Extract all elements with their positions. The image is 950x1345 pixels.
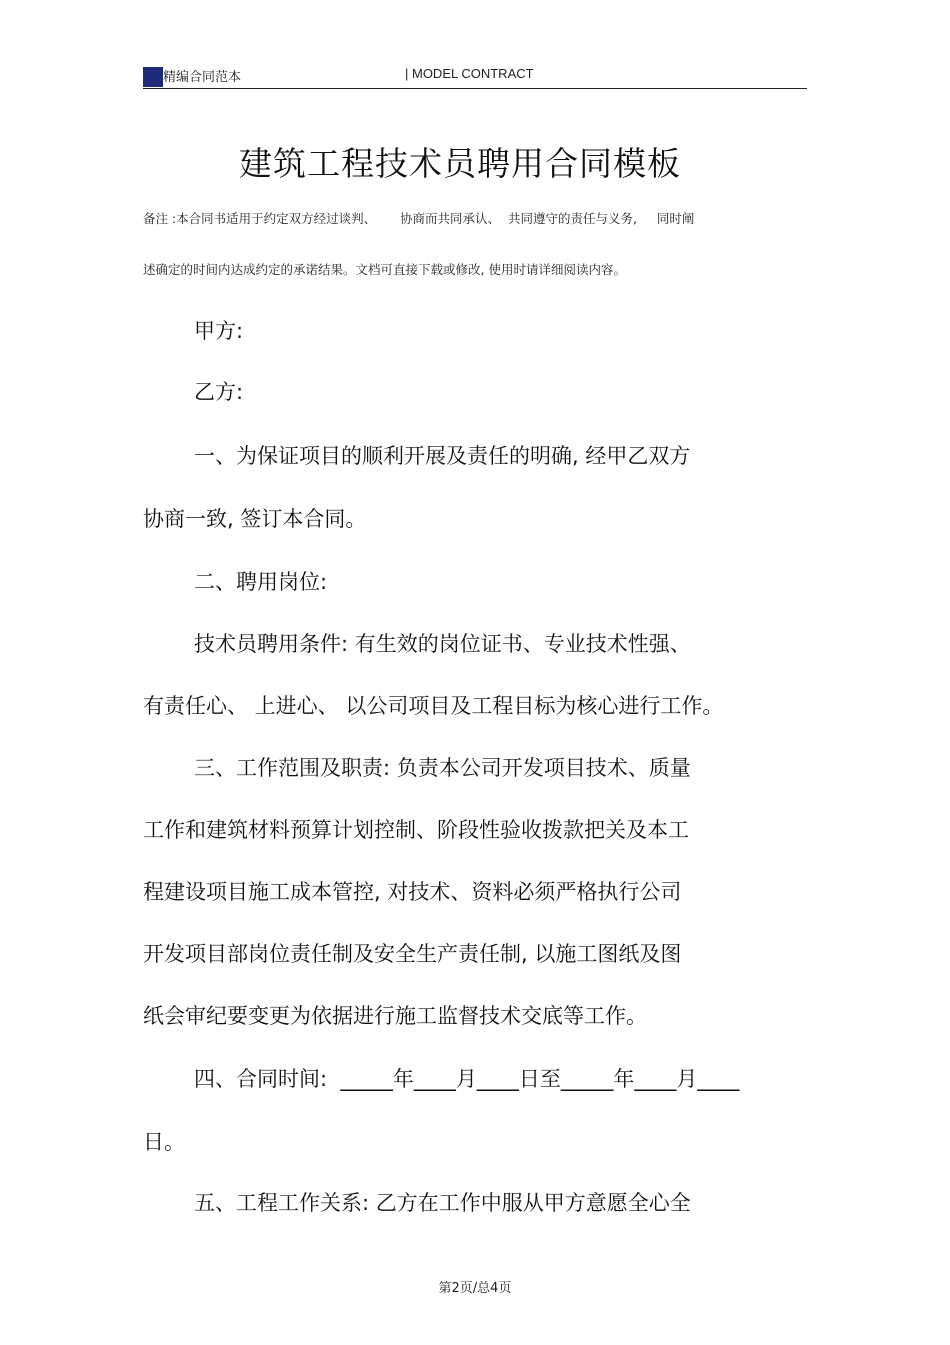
section-2-conditions-line-1: 技术员聘用条件: 有生效的岗位证书、专业技术性强、 [194, 632, 691, 656]
note-line-1: 备注 :本合同书适用于约定双方经过谈判、 协商而共同承认、 共同遵守的责任与义务, 同时阐 [143, 211, 695, 226]
section-2-heading: 二、聘用岗位: [194, 570, 328, 594]
page-number: 第2页/总4页 [438, 1281, 512, 1296]
page-header [143, 64, 807, 88]
note-line-2: 述确定的时间内达成约定的承诺结果。文档可直接下载或修改, 使用时请详细阅读内容。 [143, 262, 626, 277]
section-3-line-3: 程建设项目施工成本管控, 对技术、资料必须严格执行公司 [143, 880, 682, 904]
section-3-line-1: 三、工作范围及职责: 负责本公司开发项目技术、质量 [194, 756, 691, 780]
section-1-line-2: 协商一致, 签订本合同。 [143, 507, 367, 531]
section-3-line-2: 工作和建筑材料预算计划控制、阶段性验收拨款把关及本工 [143, 818, 689, 842]
header-divider [143, 88, 807, 89]
section-4-line-1: 四、合同时间: _____年____月____日至_____年____月____ [194, 1067, 740, 1091]
section-4-line-2: 日。 [143, 1130, 185, 1154]
section-1-line-1: 一、为保证项目的顺利开展及责任的明确, 经甲乙双方 [194, 444, 691, 468]
section-2-conditions-line-2: 有责任心、 上进心、 以公司项目及工程目标为核心进行工作。 [143, 694, 724, 718]
section-3-line-4: 开发项目部岗位责任制及安全生产责任制, 以施工图纸及图 [143, 942, 682, 966]
section-5-line-1: 五、工程工作关系: 乙方在工作中服从甲方意愿全心全 [194, 1191, 691, 1215]
section-3-line-5: 纸会审纪要变更为依据进行施工监督技术交底等工作。 [143, 1004, 647, 1028]
header-tag: | MODEL CONTRACT [405, 66, 534, 81]
header-brand: 精编合同范本 [163, 70, 242, 85]
logo-square-icon [143, 67, 163, 87]
party-a: 甲方: [194, 319, 244, 343]
document-title: 建筑工程技术员聘用合同模板 [239, 144, 681, 183]
party-b: 乙方: [194, 380, 244, 404]
